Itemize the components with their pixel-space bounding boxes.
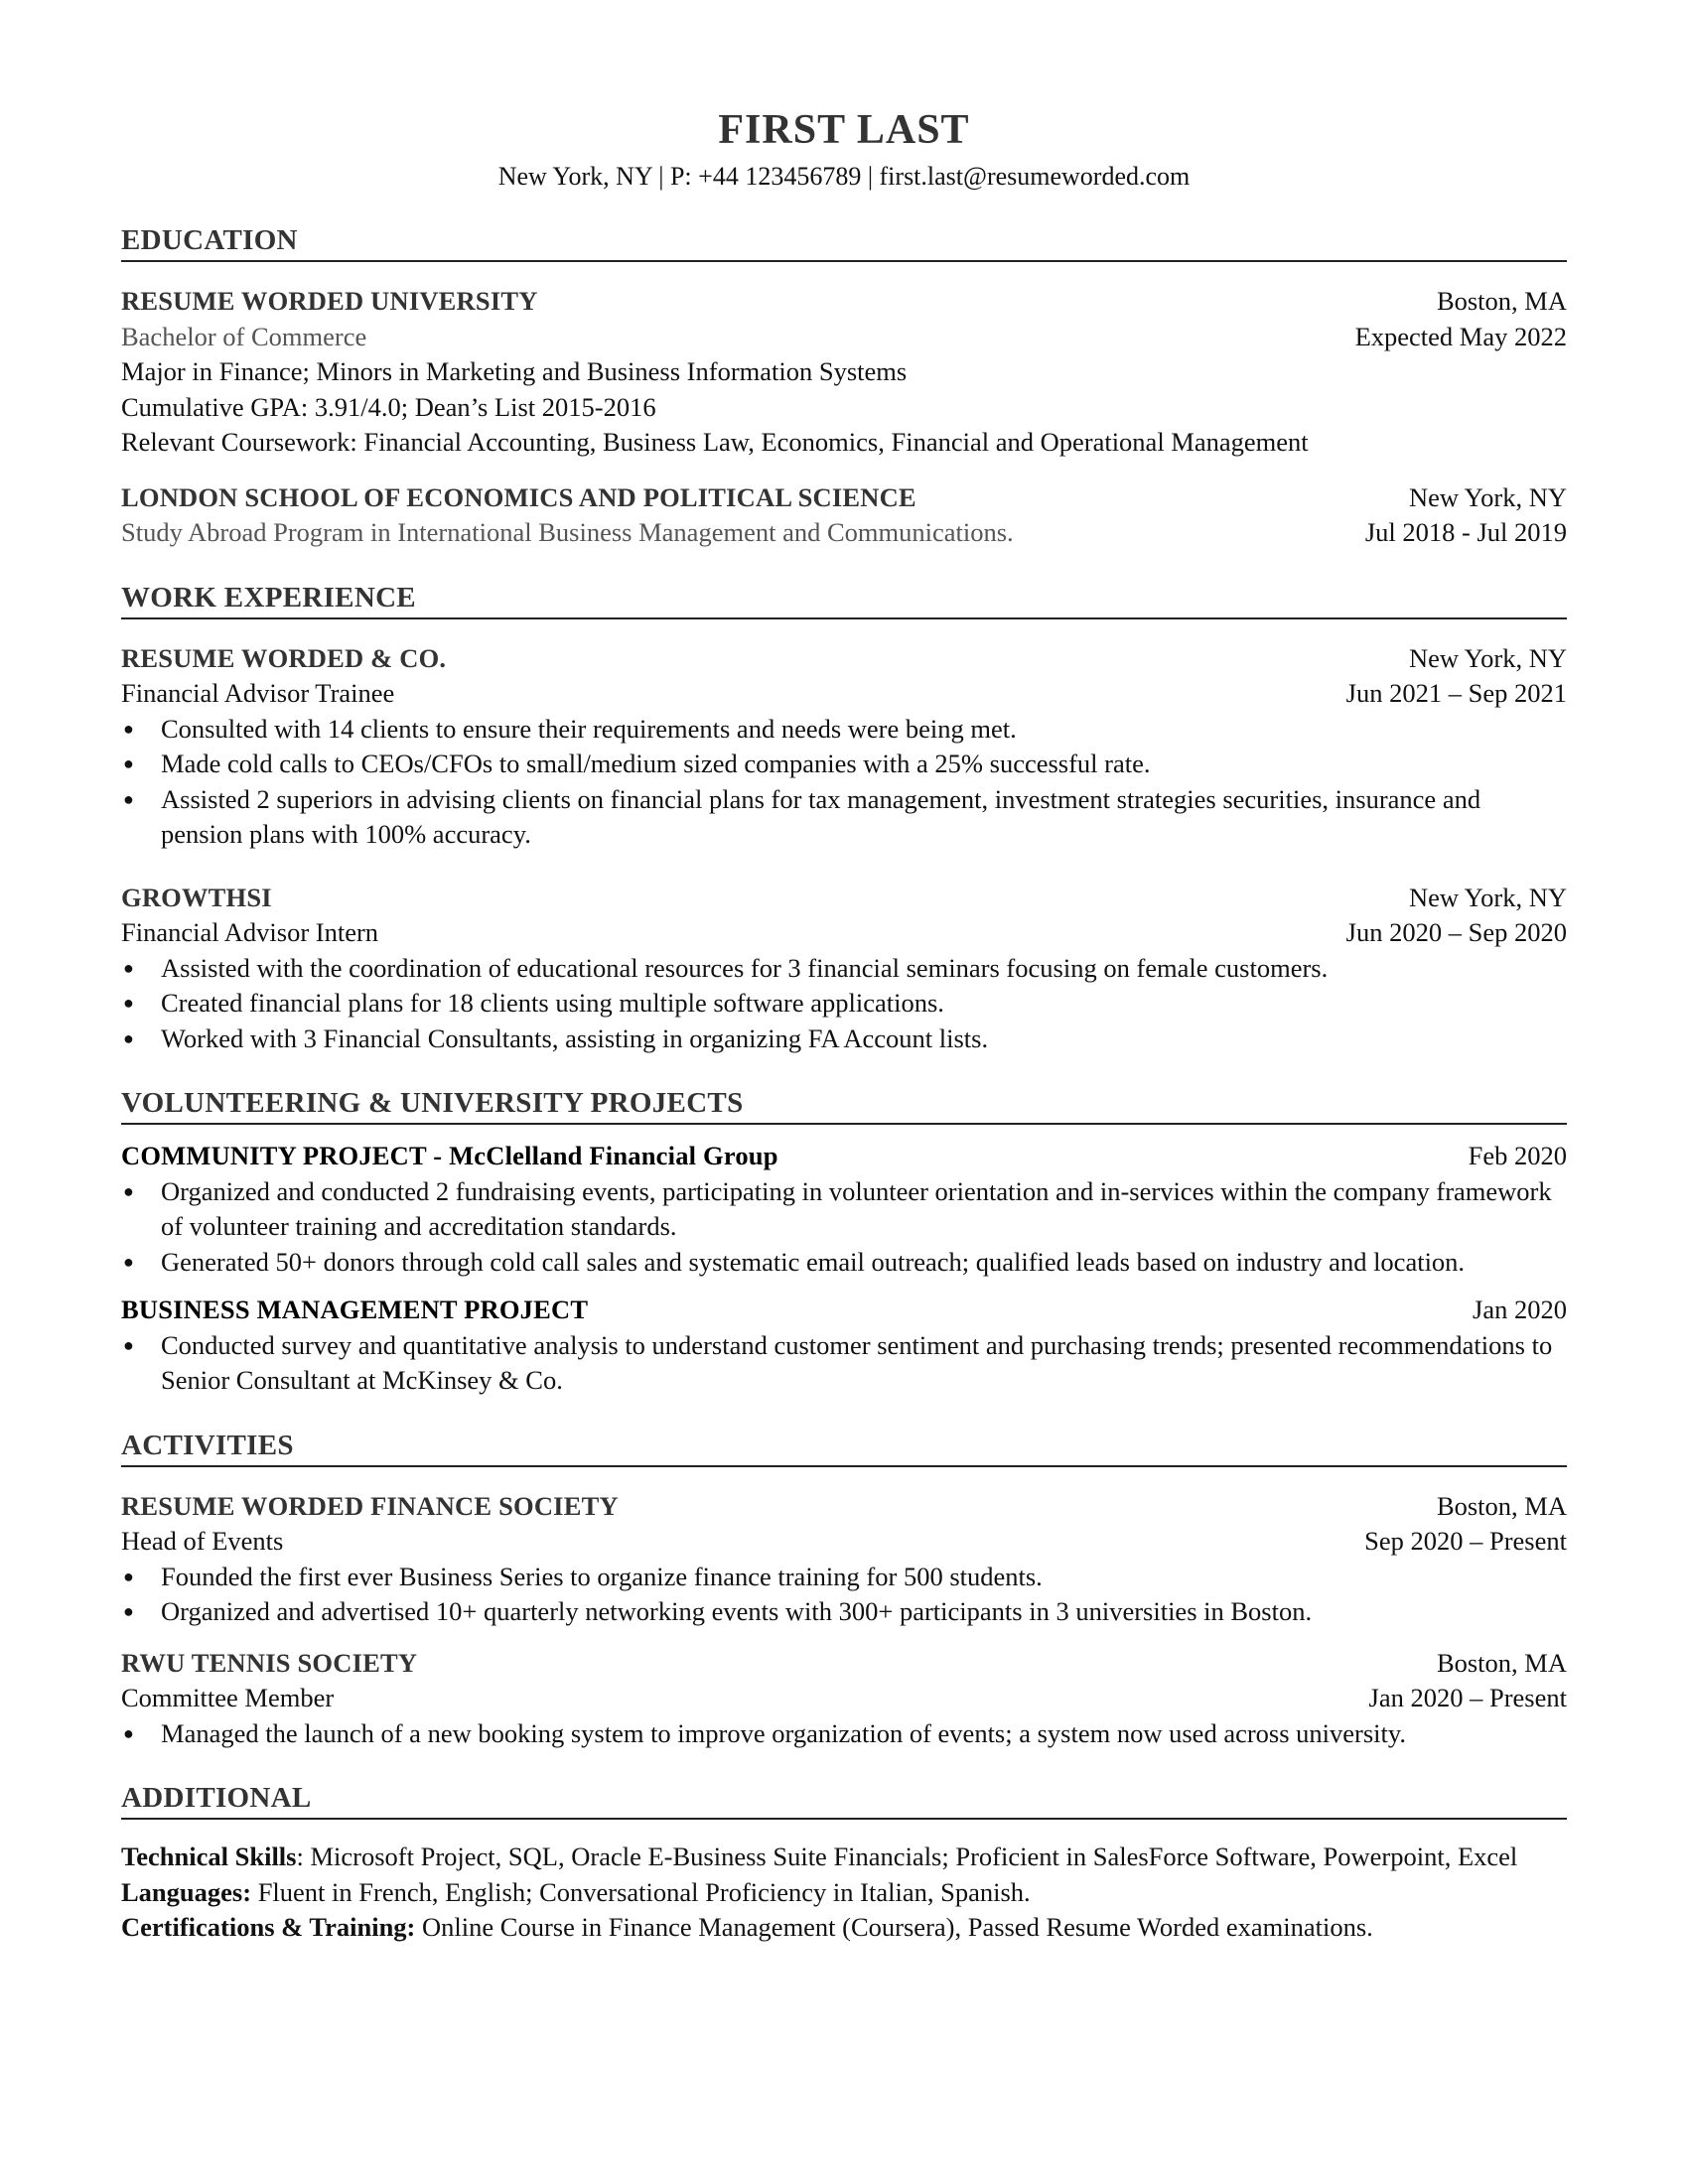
skill-label: Technical Skills (121, 1842, 297, 1871)
entry-subheader-row (121, 915, 1567, 951)
skill-text: : Microsoft Project, SQL, Oracle E-Business Suite Financials; Proficient in SalesForce Software, Powerpoint, Excel (296, 1842, 1518, 1871)
bullet-item: ● Founded the first ever Business Series to organize finance training for 500 students. (121, 1560, 1567, 1595)
program: Study Abroad Program in International Business Management and Communications. (121, 517, 1014, 547)
institution-name: LONDON SCHOOL OF ECONOMICS AND POLITICAL SCIENCE (121, 481, 916, 512)
skill-label: Languages: (121, 1876, 252, 1907)
company-name: GROWTHSI (121, 882, 272, 912)
entry-location: Boston, MA (1436, 286, 1567, 316)
entry-location: New York, NY (1408, 642, 1567, 673)
entry-subheader-row (121, 1524, 1567, 1560)
volunteering-section (121, 1086, 1567, 1399)
section-title-additional: ADDITIONAL (121, 1781, 1567, 1820)
entry-date: Jun 2020 – Sep 2020 (1345, 917, 1567, 947)
certifications-line (121, 1910, 1567, 1946)
activity-role: Head of Events (121, 1526, 284, 1556)
job-title: Financial Advisor Trainee (121, 678, 395, 708)
bullet-list (121, 951, 1567, 1057)
contact-line: New York, NY | P: +44 123456789 | first.last@resumeworded.com (497, 162, 1191, 191)
bullet-item: ● Made cold calls to CEOs/CFOs to small/medium sized companies with a 25% successful rate. (121, 747, 1567, 782)
institution-name: RESUME WORDED UNIVERSITY (121, 286, 538, 316)
work-entry (121, 881, 1567, 1057)
entry-header-row (121, 480, 1567, 516)
bullet-list (121, 1328, 1567, 1399)
entry-date: Jul 2018 - Jul 2019 (1364, 517, 1567, 547)
entry-subheader-row (121, 676, 1567, 712)
entry-header-row (121, 1646, 1567, 1682)
work-entry (121, 641, 1567, 853)
education-entry (121, 480, 1567, 551)
entry-header-row (121, 881, 1567, 916)
skill-text: Fluent in French, English; Conversational Proficiency in Italian, Spanish. (251, 1876, 1031, 1907)
entry-subheader-row (121, 1681, 1567, 1716)
technical-skills-line (121, 1840, 1567, 1875)
bullet-list (121, 712, 1567, 853)
languages-line (121, 1875, 1567, 1911)
organization-name: RWU TENNIS SOCIETY (121, 1647, 418, 1678)
education-entry (121, 284, 1567, 461)
work-experience-section (121, 581, 1567, 1057)
entry-date: Sep 2020 – Present (1364, 1526, 1567, 1556)
activity-entry (121, 1646, 1567, 1752)
resume-content (121, 104, 1567, 1946)
entry-location: New York, NY (1408, 481, 1567, 512)
additional-section (121, 1781, 1567, 1946)
organization-name: RESUME WORDED FINANCE SOCIETY (121, 1490, 619, 1521)
entry-location: Boston, MA (1436, 1647, 1567, 1678)
additional-list (121, 1840, 1567, 1946)
education-detail: Major in Finance; Minors in Marketing and Business Information Systems (121, 356, 908, 386)
company-name: RESUME WORDED & CO. (121, 642, 447, 673)
bullet-item: ● Organized and conducted 2 fundraising events, participating in volunteer orientation and in-services within the company framework of volunteer training and accreditation standards. (121, 1174, 1567, 1245)
entry-location: Boston, MA (1436, 1490, 1567, 1521)
project-entry (121, 1293, 1567, 1399)
project-entry (121, 1139, 1567, 1280)
entry-location: New York, NY (1408, 882, 1567, 912)
bullet-item: ● Generated 50+ donors through cold call sales and systematic email outreach; qualified leads based on industry and location. (121, 1245, 1567, 1281)
bullet-item: ● Created financial plans for 18 clients using multiple software applications. (121, 986, 1567, 1022)
bullet-list (121, 1560, 1567, 1630)
section-title-education: EDUCATION (121, 223, 1567, 262)
skill-text: Online Course in Finance Management (Coursera), Passed Resume Worded examinations. (415, 1912, 1373, 1942)
education-detail: Relevant Coursework: Financial Accounting, Business Law, Economics, Financial and Operational Management (121, 427, 1309, 457)
activities-section (121, 1429, 1567, 1752)
section-title-work-experience: WORK EXPERIENCE (121, 581, 1567, 619)
section-title-activities: ACTIVITIES (121, 1429, 1567, 1467)
entry-header-row (121, 1293, 1567, 1328)
bullet-item: ● Worked with 3 Financial Consultants, assisting in organizing FA Account lists. (121, 1022, 1567, 1057)
entry-header-row (121, 284, 1567, 320)
degree: Bachelor of Commerce (121, 321, 367, 351)
bullet-item: ● Assisted 2 superiors in advising clients on financial plans for tax management, investment strategies securities, insurance and pension plans with 100% accuracy. (121, 782, 1567, 853)
bullet-list (121, 1716, 1567, 1752)
entry-date: Jun 2021 – Sep 2021 (1345, 678, 1567, 708)
entry-header-row (121, 1139, 1567, 1174)
entry-date: Feb 2020 (1468, 1141, 1567, 1170)
entry-date: Jan 2020 (1473, 1295, 1567, 1324)
candidate-name: FIRST LAST (718, 107, 970, 153)
entry-subheader-row (121, 320, 1567, 355)
activity-role: Committee Member (121, 1683, 335, 1712)
bullet-list (121, 1174, 1567, 1281)
education-detail: Cumulative GPA: 3.91/4.0; Dean’s List 2015-2016 (121, 391, 656, 422)
bullet-item: ● Organized and advertised 10+ quarterly networking events with 300+ participants in 3 universities in Boston. (121, 1594, 1567, 1630)
section-title-volunteering: VOLUNTEERING & UNIVERSITY PROJECTS (121, 1086, 1567, 1125)
skill-label: Certifications & Training: (121, 1912, 416, 1942)
bullet-item: ● Managed the launch of a new booking system to improve organization of events; a system now used across university. (121, 1716, 1567, 1752)
entry-subheader-row (121, 515, 1567, 551)
project-name: BUSINESS MANAGEMENT PROJECT (121, 1295, 589, 1324)
bullet-item: ● Conducted survey and quantitative analysis to understand customer sentiment and purchasing trends; presented recommendations to Senior Consultant at McKinsey & Co. (121, 1328, 1567, 1399)
bullet-item: ● Consulted with 14 clients to ensure their requirements and needs were being met. (121, 712, 1567, 748)
education-section (121, 223, 1567, 551)
entry-date: Jan 2020 – Present (1368, 1683, 1567, 1712)
entry-header-row (121, 1489, 1567, 1525)
job-title: Financial Advisor Intern (121, 917, 379, 947)
project-name: COMMUNITY PROJECT - McClelland Financial Group (121, 1141, 778, 1170)
entry-date: Expected May 2022 (1354, 321, 1567, 351)
bullet-item: ● Assisted with the coordination of educational resources for 3 financial seminars focusing on female customers. (121, 951, 1567, 987)
entry-header-row (121, 641, 1567, 677)
activity-entry (121, 1489, 1567, 1630)
